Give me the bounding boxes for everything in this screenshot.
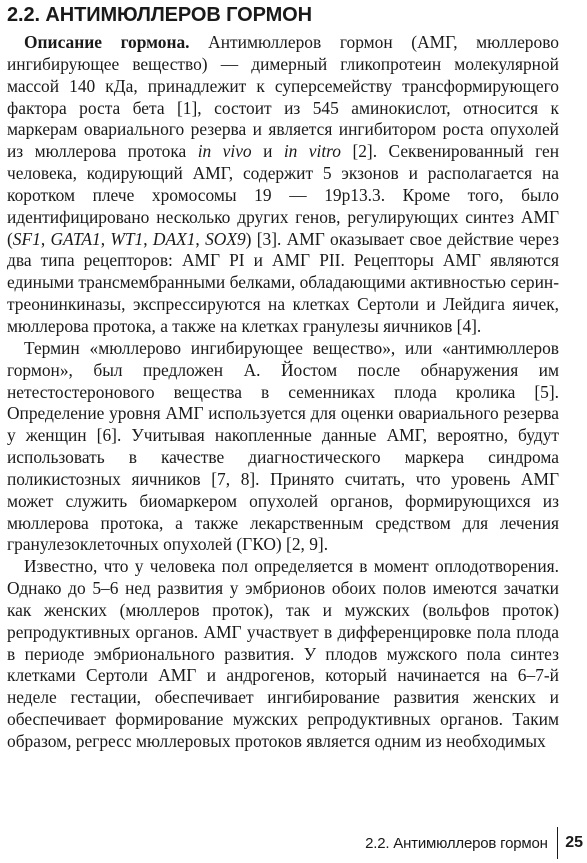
italic-term: in vivo bbox=[197, 141, 252, 162]
text-run: Термин «мюллерово ингибирующее вещество», или «антимюллеров гормон», был предложен А. Йостом после обнаружения им нетестостеронового вещества в семенниках плода кролика [5]. Определение уровня АМГ используется для оценки овариального резерва у женщин [6]. Учитывая накопленные данные АМГ, вероятно, будут использовать в качестве диагностического маркера синдрома поликистозных яичников [7, 8]. Принято считать, что уровень АМГ может служить биомаркером опухолей органов, формирующихся из мюллерова протока, а также лекарственным средством для лечения гранулезоклеточных опухолей (ГКО) [2, 9]. bbox=[7, 337, 559, 555]
paragraph bbox=[7, 556, 559, 753]
text-run: Антимюллеров гормон (АМГ, мюллерово ингибирующее вещество) — димерный гликопротеин молекулярной массой 140 кДа, принадлежит к суперсемейству трансформирующего фактора роста бета [1], состоит из 545 аминокислот, относится к маркерам овариального резерва и является ингибитором роста опухолей из мюллерова протока bbox=[7, 32, 559, 162]
body-text bbox=[7, 32, 559, 753]
text-run: , bbox=[195, 228, 206, 249]
italic-term: DAX1 bbox=[152, 228, 196, 249]
section-heading: 2.2. АНТИМЮЛЛЕРОВ ГОРМОН bbox=[7, 4, 312, 26]
text-run: Известно, что у человека пол определяется в момент оплодотворения. Однако до 5–6 нед развития у эмбрионов обоих полов имеются зачатки как женских (мюллеров проток), так и мужских (вольфов проток) репродуктивных органов. АМГ участвует в дифференцировке пола плода в периоде эмбрионального развития. У плодов мужского пола синтез клетками Сертоли АМГ и андрогенов, который начинается на 6–7-й неделе гестации, обеспечивает ингибирование развития женских и обеспечивает формирование мужских репродуктивных органов. Таким образом, регресс мюллеровых протоков является одним из необходимых bbox=[7, 556, 559, 751]
page-footer bbox=[365, 823, 587, 863]
italic-term: SF1 bbox=[12, 228, 41, 249]
text-run: , bbox=[40, 228, 51, 249]
italic-term: SOX9 bbox=[205, 228, 246, 249]
page-number: 25 bbox=[565, 834, 583, 851]
italic-term: GATA1 bbox=[50, 228, 101, 249]
italic-term: in vitro bbox=[283, 141, 341, 162]
paragraph-lead: Описание гормона. bbox=[24, 32, 190, 52]
footer-divider bbox=[557, 827, 559, 859]
paragraph bbox=[7, 338, 559, 556]
text-run: , bbox=[100, 228, 111, 249]
text-run: и bbox=[251, 141, 284, 162]
text-run: [2]. Секвенированный ген человека, кодирующий АМГ, содержит 5 экзонов и располагается на коротком плече хромосомы 19 — 19p13.3. Кроме того, было идентифицировано несколько других генов, регулирующих синтез АМГ ( bbox=[7, 141, 560, 249]
running-head: 2.2. Антимюллеров гормон bbox=[365, 834, 548, 852]
text-run: ) [3]. АМГ оказывает свое действие через два типа рецепторов: АМГ PI и АМГ PII. Рецепторы АМГ являются едиными трансмембранными белками, обладающими активностью серин-треонинкиназы, экспрессируются на клетках Сертоли и Лейдига яичек, мюллерова протока, а также на клетках гранулезы яичников [4]. bbox=[7, 228, 559, 336]
paragraph bbox=[7, 32, 559, 338]
italic-term: WT1 bbox=[110, 228, 144, 249]
text-run: , bbox=[143, 228, 153, 249]
